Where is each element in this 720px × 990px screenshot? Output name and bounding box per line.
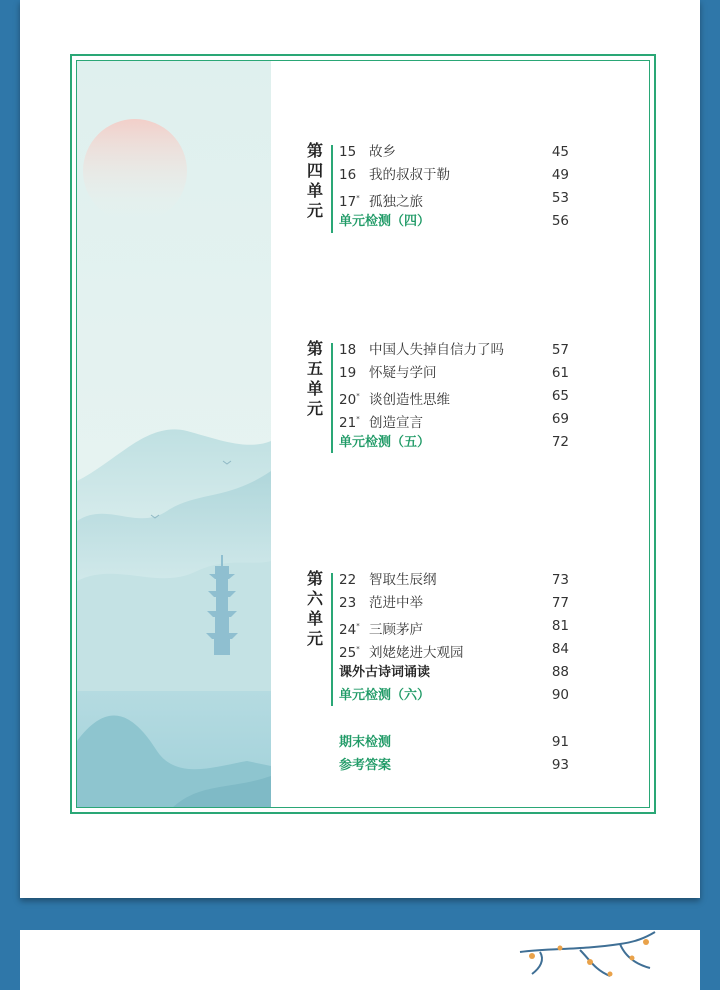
lesson-number: 17* [339, 194, 360, 210]
unit-title [304, 339, 326, 419]
unit-title-char: 元 [306, 399, 323, 418]
toc-entry-unit-test[interactable] [339, 210, 569, 233]
toc-entry-unit-test[interactable] [339, 431, 569, 454]
page-number: 56 [551, 213, 569, 229]
lesson-number: 25* [339, 645, 360, 661]
page-number: 72 [551, 434, 569, 450]
page-number: 69 [551, 411, 569, 427]
lesson-number: 20* [339, 392, 360, 408]
self-study-star: * [356, 415, 360, 423]
lesson-number: 15 [339, 144, 357, 160]
landscape-art [77, 61, 271, 807]
unit-title-char: 单 [306, 379, 323, 398]
toc-entry[interactable] [339, 141, 569, 164]
unit-title-char: 单 [306, 609, 323, 628]
unit-title-char: 第 [306, 339, 323, 358]
unit-title-char: 五 [306, 359, 323, 378]
toc-entry[interactable] [339, 569, 569, 592]
unit-title-char: 六 [306, 589, 323, 608]
unit-title-char: 元 [306, 201, 323, 220]
unit-test-title: 单元检测（六） [339, 688, 431, 703]
toc-entry[interactable] [339, 408, 569, 431]
toc-entry[interactable] [339, 164, 569, 187]
lesson-title: 三顾茅庐 [369, 622, 423, 638]
toc-entry[interactable] [339, 615, 569, 638]
page-number: 81 [551, 618, 569, 634]
unit-divider [331, 343, 333, 453]
unit-title [304, 141, 326, 221]
unit-divider [331, 145, 333, 233]
lesson-number: 16 [339, 167, 357, 183]
toc-frame-inner [76, 60, 650, 808]
toc-entry[interactable] [339, 592, 569, 615]
unit-title-char: 四 [306, 161, 323, 180]
unit-title-text [304, 569, 326, 649]
blossom-icon [529, 939, 649, 977]
lesson-number: 23 [339, 595, 357, 611]
unit-title-char: 第 [306, 141, 323, 160]
page-number: 57 [551, 342, 569, 358]
lesson-title: 我的叔叔于勒 [369, 167, 450, 183]
self-study-star: * [356, 194, 360, 202]
unit-title-text [304, 339, 326, 419]
unit-title-char: 单 [306, 181, 323, 200]
page-number: 65 [551, 388, 569, 404]
page-number: 91 [551, 734, 569, 750]
toc-entry-extra-reading[interactable] [339, 661, 569, 684]
toc-entry[interactable] [339, 339, 569, 362]
landscape-illustration [77, 61, 271, 807]
unit-test-title: 单元检测（五） [339, 435, 431, 450]
page-number: 90 [551, 687, 569, 703]
table-of-contents [271, 61, 649, 807]
page-number: 49 [551, 167, 569, 183]
page-number: 88 [551, 664, 569, 680]
page-card [20, 0, 700, 898]
page-number: 77 [551, 595, 569, 611]
self-study-star: * [356, 622, 360, 630]
unit-title-char: 元 [306, 629, 323, 648]
toc-entry-answers[interactable] [339, 754, 569, 777]
lesson-title: 中国人失掉自信力了吗 [369, 342, 504, 358]
lesson-title: 创造宣言 [369, 415, 423, 431]
lesson-number: 22 [339, 572, 357, 588]
toc-entry[interactable] [339, 362, 569, 385]
self-study-star: * [356, 645, 360, 653]
lesson-title: 刘姥姥进大观园 [369, 645, 464, 661]
lesson-title: 谈创造性思维 [369, 392, 450, 408]
toc-frame [70, 54, 656, 814]
toc-entry-unit-test[interactable] [339, 684, 569, 707]
unit-test-title: 单元检测（四） [339, 214, 431, 229]
extra-reading-title: 课外古诗词诵读 [339, 665, 431, 680]
final-exam-title: 期末检测 [339, 735, 392, 750]
page-number: 61 [551, 365, 569, 381]
lesson-number: 24* [339, 622, 360, 638]
page-number: 93 [551, 757, 569, 773]
plum-branch-icon [520, 932, 655, 976]
toc-entry[interactable] [339, 638, 569, 661]
self-study-star: * [356, 392, 360, 400]
toc-entry[interactable] [339, 187, 569, 210]
lesson-title: 怀疑与学问 [369, 365, 437, 381]
lesson-title: 智取生辰纲 [369, 572, 437, 588]
unit-title-char: 第 [306, 569, 323, 588]
lesson-title: 范进中举 [369, 595, 423, 611]
unit-title-text [304, 141, 326, 221]
page-number: 53 [551, 190, 569, 206]
toc-entry[interactable] [339, 385, 569, 408]
unit-title [304, 569, 326, 649]
lesson-title: 故乡 [369, 144, 396, 160]
page-number: 45 [551, 144, 569, 160]
page-number: 84 [551, 641, 569, 657]
answers-title: 参考答案 [339, 758, 392, 773]
toc-entry-final-exam[interactable] [339, 731, 569, 754]
unit-divider [331, 573, 333, 706]
next-page-card [20, 930, 700, 990]
lesson-title: 孤独之旅 [369, 194, 423, 210]
lesson-number: 18 [339, 342, 357, 358]
lesson-number: 19 [339, 365, 357, 381]
lesson-number: 21* [339, 415, 360, 431]
branch-illustration [20, 930, 700, 990]
page-number: 73 [551, 572, 569, 588]
